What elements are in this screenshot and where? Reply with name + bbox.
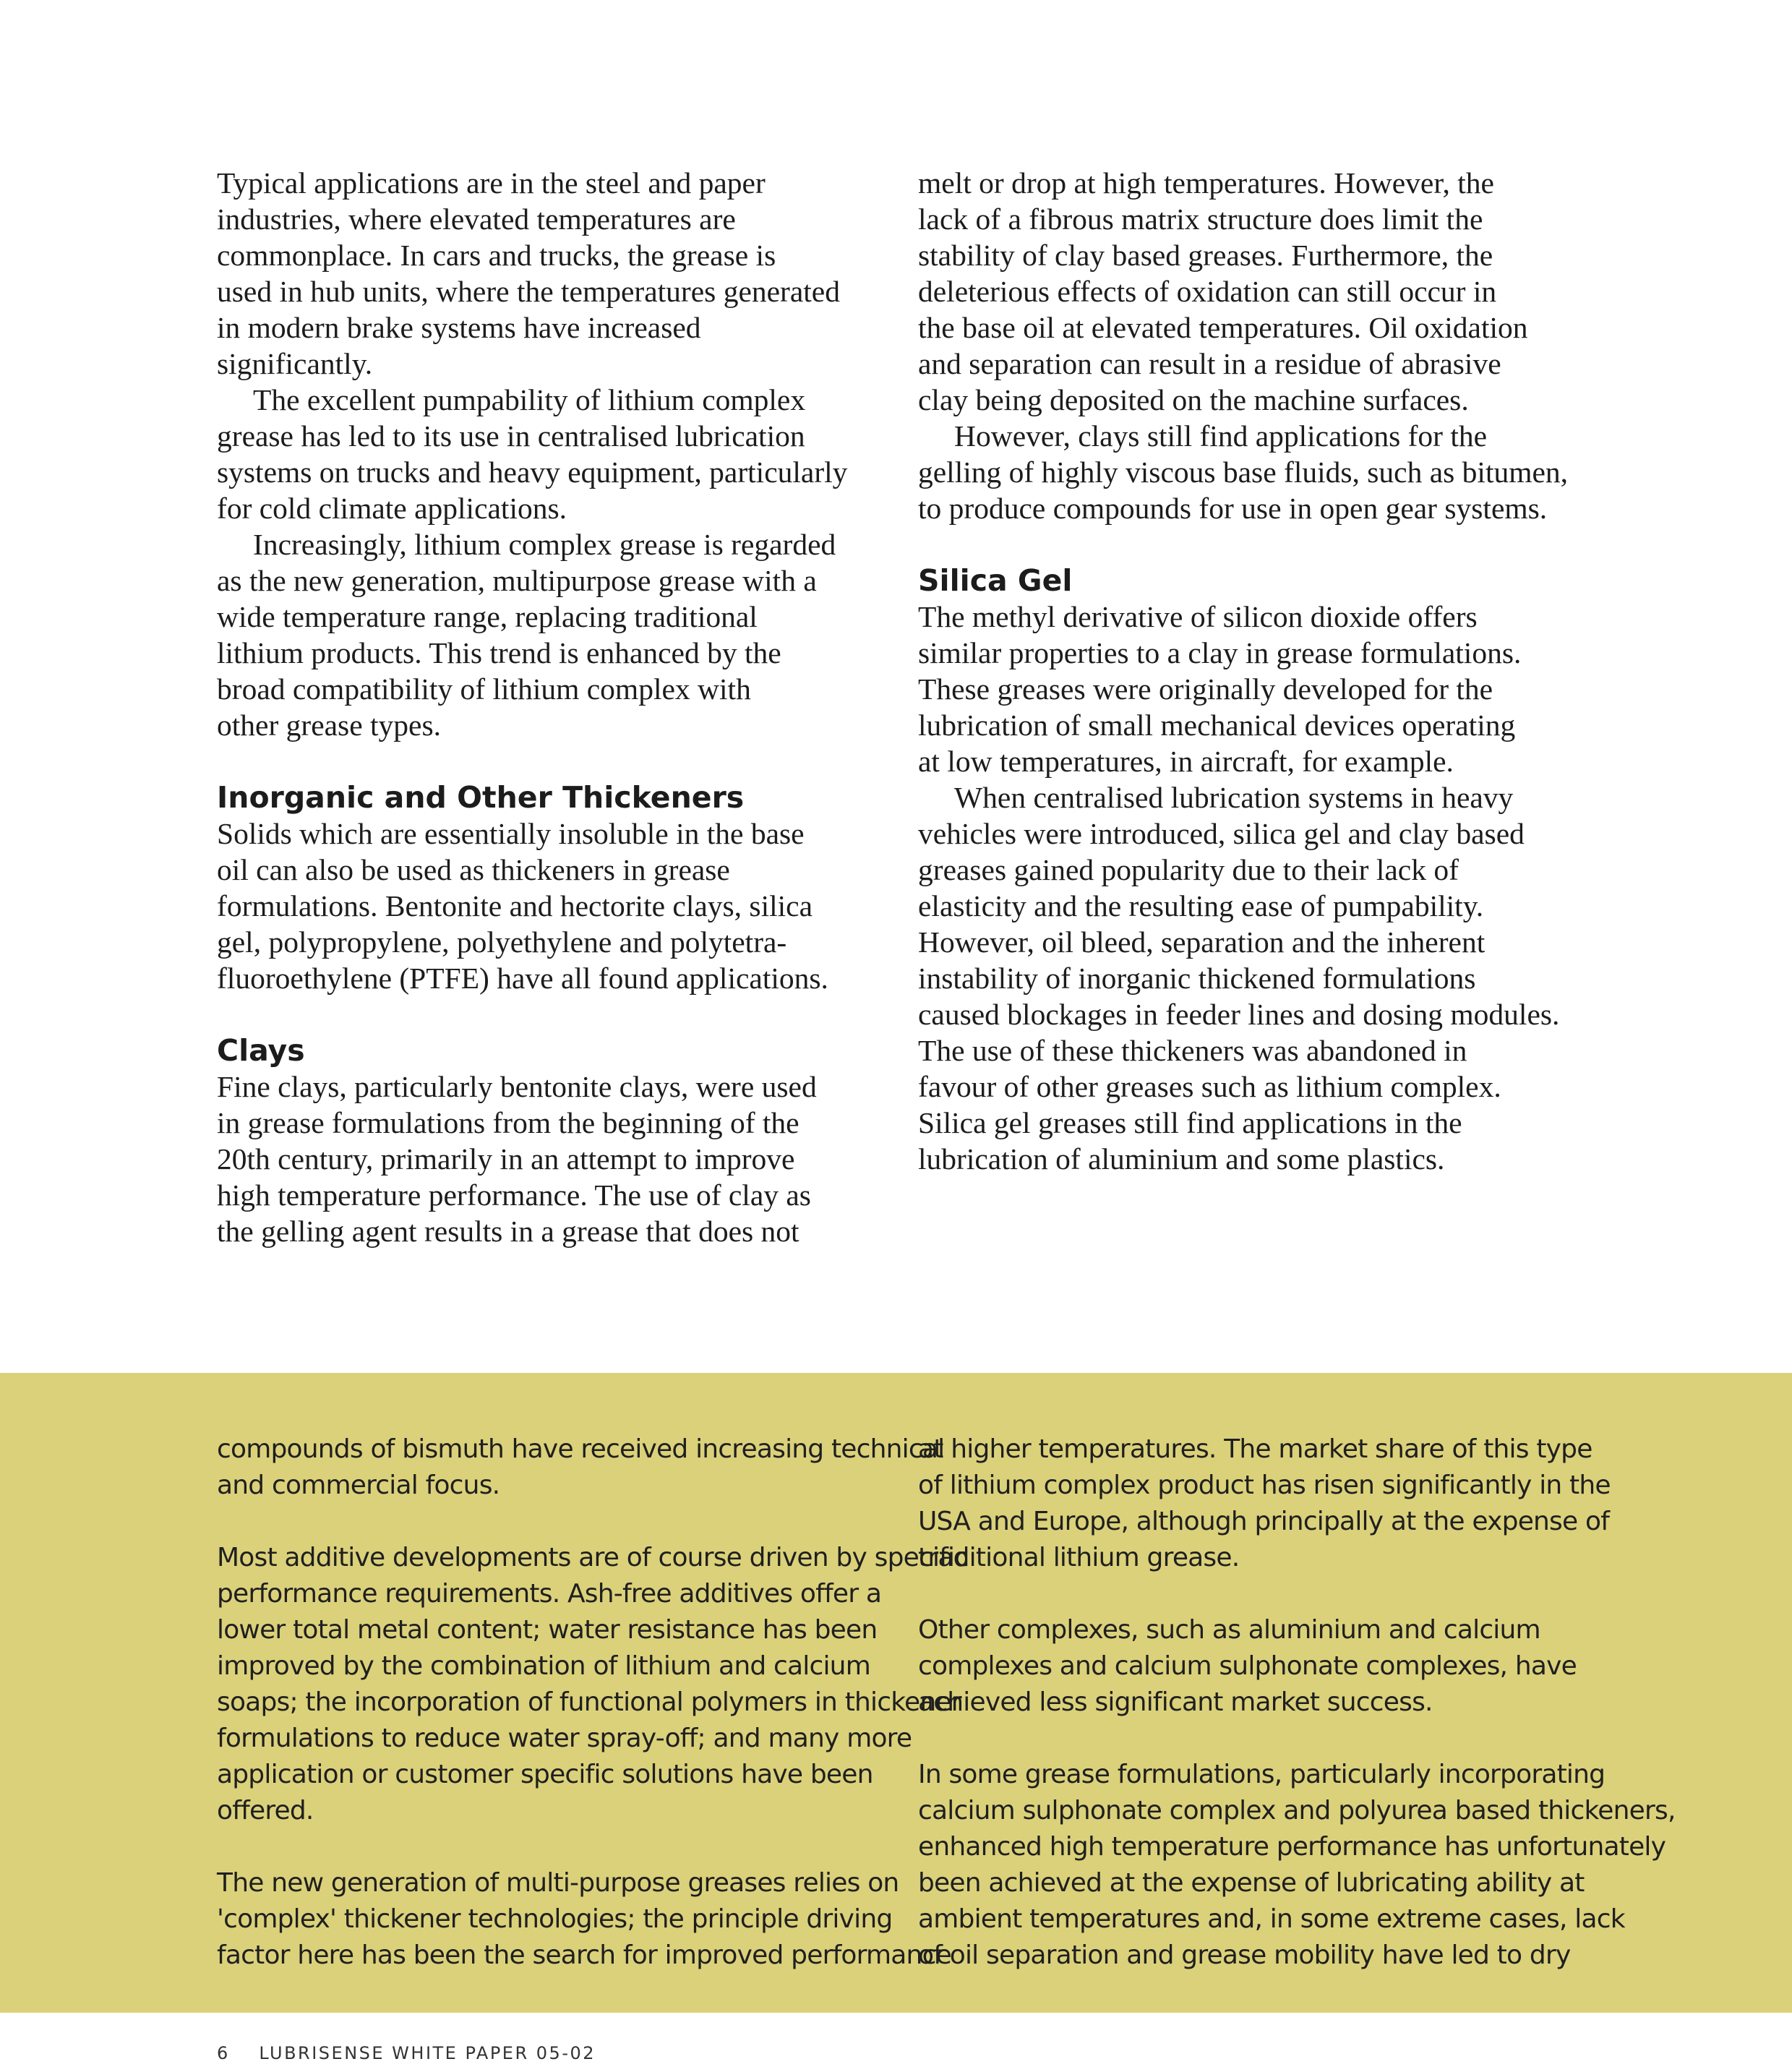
band-paragraph-additives (217, 1540, 969, 1829)
text-line: enhanced high temperature performance has unfortunately (918, 1832, 1666, 1862)
text-line: other grease types. (217, 708, 441, 742)
text-line: factor here has been the search for improved performance (217, 1940, 951, 1970)
text-line: Typical applications are in the steel and paper (217, 166, 766, 200)
text-line: gelling of highly viscous base fluids, such as bitumen, (918, 455, 1569, 489)
text-line: Other complexes, such as aluminium and calcium (918, 1615, 1540, 1645)
text-line: of lithium complex product has risen significantly in the (918, 1470, 1611, 1500)
text-line: in grease formulations from the beginning of the (217, 1106, 799, 1139)
paragraph-silica-properties (918, 599, 1576, 779)
text-line: broad compatibility of lithium complex with (217, 672, 751, 706)
text-line: to produce compounds for use in open gear systems. (918, 492, 1548, 525)
text-line: However, clays still find applications for the (954, 419, 1488, 453)
band-paragraph-formulations (918, 1757, 1676, 1974)
text-line: and separation can result in a residue of abrasive (918, 347, 1501, 380)
text-line: similar properties to a clay in grease formulations. (918, 636, 1522, 669)
text-line: clay being deposited on the machine surfaces. (918, 383, 1469, 416)
text-line: as the new generation, multipurpose grease with a (217, 564, 817, 597)
text-line: improved by the combination of lithium and calcium (217, 1651, 870, 1681)
text-line: The use of these thickeners was abandoned in (918, 1034, 1467, 1067)
text-line: caused blockages in feeder lines and dosing modules. (918, 998, 1560, 1031)
text-line: wide temperature range, replacing traditional (217, 600, 758, 633)
text-line: The methyl derivative of silicon dioxide offers (918, 600, 1478, 633)
text-line: When centralised lubrication systems in heavy (954, 781, 1514, 814)
text-line: ambient temperatures and, in some extreme cases, lack (918, 1904, 1625, 1934)
text-line: calcium sulphonate complex and polyurea based thickeners, (918, 1796, 1676, 1825)
paragraph-inorganic (217, 815, 875, 996)
text-line: greases gained popularity due to their lack of (918, 853, 1459, 886)
text-line: oil can also be used as thickeners in grease (217, 853, 730, 886)
text-line: fluoroethylene (PTFE) have all found applications. (217, 962, 828, 995)
text-line: stability of clay based greases. Furthermore, the (918, 239, 1493, 272)
text-line: These greases were originally developed for the (918, 672, 1493, 706)
text-line: instability of inorganic thickened formulations (918, 962, 1476, 995)
paragraph-pumpability (217, 382, 875, 526)
text-line: achieved less significant market success. (918, 1687, 1433, 1717)
text-line: industries, where elevated temperatures are (217, 202, 736, 236)
text-line: Fine clays, particularly bentonite clays, were used (217, 1070, 817, 1103)
paragraph-new-generation (217, 526, 875, 743)
paragraph-clays (217, 1069, 875, 1249)
text-line: application or customer specific solutions have been (217, 1760, 873, 1789)
text-line: of oil separation and grease mobility have led to dry (918, 1940, 1571, 1970)
page-number: 6 (217, 2043, 230, 2063)
text-line: Solids which are essentially insoluble in the base (217, 817, 805, 850)
text-line: melt or drop at high temperatures. However, the (918, 166, 1494, 200)
text-line: The excellent pumpability of lithium complex (253, 383, 806, 416)
text-line: Most additive developments are of course driven by specific (217, 1543, 969, 1572)
text-line: vehicles were introduced, silica gel and clay based (918, 817, 1525, 850)
text-line: formulations. Bentonite and hectorite clays, silica (217, 889, 813, 922)
band-paragraph-other-complexes (918, 1612, 1583, 1721)
text-line: However, oil bleed, separation and the inherent (918, 925, 1486, 959)
page-footer (217, 2043, 596, 2063)
text-line: used in hub units, where the temperatures generated (217, 275, 840, 308)
text-line: systems on trucks and heavy equipment, particularly (217, 455, 848, 489)
band-paragraph-complex (217, 1865, 951, 1974)
text-line: commonplace. In cars and trucks, the grease is (217, 239, 776, 272)
left-column (217, 165, 875, 1249)
heading-inorganic-thickeners: Inorganic and Other Thickeners (217, 780, 745, 815)
right-column (918, 165, 1576, 1177)
text-line: lubrication of small mechanical devices operating (918, 708, 1516, 742)
text-line: soaps; the incorporation of functional polymers in thickener (217, 1687, 961, 1717)
text-line: the base oil at elevated temperatures. Oil oxidation (918, 311, 1528, 344)
text-line: favour of other greases such as lithium complex. (918, 1070, 1501, 1103)
text-line: for cold climate applications. (217, 492, 567, 525)
text-line: gel, polypropylene, polyethylene and polytetra- (217, 925, 787, 959)
text-line: in modern brake systems have increased (217, 311, 701, 344)
text-line: 20th century, primarily in an attempt to improve (217, 1142, 795, 1176)
band-right-column (918, 1431, 1676, 1974)
text-line: and commercial focus. (217, 1470, 500, 1500)
text-line: offered. (217, 1796, 314, 1825)
paragraph-applications (217, 165, 875, 382)
text-line: at low temperatures, in aircraft, for example. (918, 745, 1454, 778)
heading-clays: Clays (217, 1033, 305, 1068)
text-line: lack of a fibrous matrix structure does limit the (918, 202, 1483, 236)
text-line: traditional lithium grease. (918, 1543, 1240, 1572)
text-line: In some grease formulations, particularly incorporating (918, 1760, 1605, 1789)
paragraph-clay-stability (918, 165, 1576, 418)
band-paragraph-market-share (918, 1431, 1611, 1576)
text-line: high temperature performance. The use of clay as (217, 1178, 811, 1212)
heading-silica-gel: Silica Gel (918, 563, 1073, 598)
text-line: lithium products. This trend is enhanced by the (217, 636, 781, 669)
text-line: the gelling agent results in a grease that does not (217, 1215, 799, 1248)
band-left-column (217, 1431, 969, 1974)
text-line: lubrication of aluminium and some plastics. (918, 1142, 1445, 1176)
text-line: grease has led to its use in centralised lubrication (217, 419, 805, 453)
text-line: elasticity and the resulting ease of pumpability. (918, 889, 1484, 922)
paragraph-clay-applications (918, 418, 1576, 526)
text-line: significantly. (217, 347, 373, 380)
text-line: at higher temperatures. The market share of this type (918, 1434, 1592, 1464)
publication-title: LUBRISENSE WHITE PAPER 05-02 (259, 2043, 596, 2063)
text-line: 'complex' thickener technologies; the principle driving (217, 1904, 893, 1934)
text-line: performance requirements. Ash-free additives offer a (217, 1579, 882, 1609)
text-line: deleterious effects of oxidation can still occur in (918, 275, 1497, 308)
text-line: Increasingly, lithium complex grease is regarded (253, 528, 836, 561)
text-line: lower total metal content; water resistance has been (217, 1615, 878, 1645)
text-line: complexes and calcium sulphonate complexes, have (918, 1651, 1577, 1681)
text-line: USA and Europe, although principally at the expense of (918, 1507, 1610, 1536)
text-line: formulations to reduce water spray-off; and many more (217, 1724, 912, 1753)
text-line: been achieved at the expense of lubricating ability at (918, 1868, 1585, 1898)
band-paragraph-bismuth (217, 1431, 945, 1504)
text-line: The new generation of multi-purpose greases relies on (217, 1868, 899, 1898)
paragraph-silica-centralised (918, 779, 1576, 1177)
text-line: Silica gel greases still find applications in the (918, 1106, 1462, 1139)
text-line: compounds of bismuth have received increasing technical (217, 1434, 945, 1464)
